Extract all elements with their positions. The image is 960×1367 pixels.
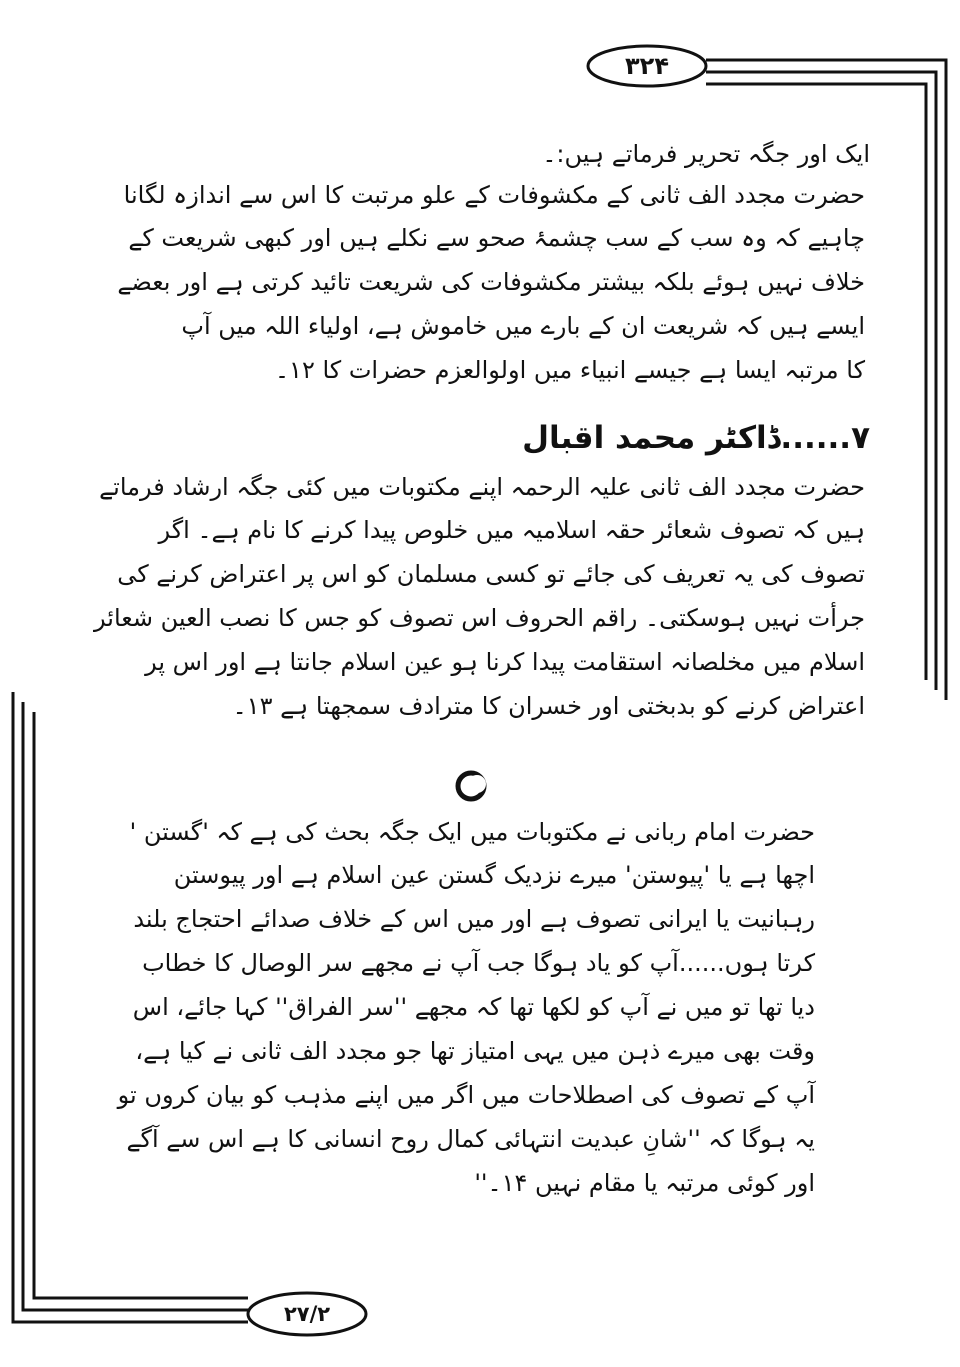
intro-line: ایک اور جگہ تحریر فرماتے ہیں:۔: [542, 140, 870, 168]
quote1-line-1: حضرت مجدد الف ثانی کے مکشوفات کے علو مرتبت کا اس سے اندازہ لگانا: [123, 181, 865, 209]
para2-line-3: تصوف کی یہ تعریف کی جائے تو کسی مسلمان کو اس پر اعتراض کرنے کی: [117, 560, 865, 588]
para3-line-6: وقت بھی میرے ذہن میں یہی امتیاز تھا جو مجدد الف ثانی نے کیا ہے،: [135, 1037, 815, 1065]
quote1-line-5: کا مرتبہ ایسا ہے جیسے انبیاء میں اولوالعزم حضرات کا ۱۲۔: [274, 356, 865, 384]
quote1-line-2: چاہیے کہ وہ سب کے سب چشمۂ صحو سے نکلے ہیں اور کبھی شریعت کے: [128, 224, 865, 252]
para2-line-2: ہیں کہ تصوف شعائر حقہ اسلامیہ میں خلوص پیدا کرنے کا نام ہے۔ اگر: [158, 516, 865, 544]
page-number-bottom: ۲۷/۲: [283, 1302, 331, 1326]
para3-line-9: اور کوئی مرتبہ یا مقام نہیں ۱۴۔'': [474, 1169, 815, 1197]
para3-line-8: یہ ہوگا کہ ''شانِ عبدیت انتہائی کمال روح انسانی کا ہے اس سے آگے: [126, 1125, 815, 1153]
para2-line-6: اعتراض کرنے کو بدبختی اور خسران کا مترادف سمجھتا ہے ۱۳۔: [232, 692, 865, 720]
quote1-line-3: خلاف نہیں ہوئے بلکہ بیشتر مکشوفات کی شریعت تائید کرتی ہے اور بعضے: [117, 268, 865, 296]
crescent-ornament-icon: [453, 768, 489, 804]
para3-line-3: رہبانیت یا ایرانی تصوف ہے اور میں اس کے خلاف صدائے احتجاج بلند: [133, 905, 815, 933]
para3-line-5: دیا تھا تو میں نے آپ کو لکھا تھا کہ مجھے ''سر الفراق'' کہا جائے، اس: [132, 993, 815, 1021]
para2-line-1: حضرت مجدد الف ثانی علیہ الرحمہ اپنے مکتوبات میں کئی جگہ ارشاد فرماتے: [99, 473, 865, 501]
para2-line-4: جرأت نہیں ہوسکتی۔ راقم الحروف اس تصوف کو جس کا نصب العین شعائر: [94, 604, 865, 632]
para3-line-7: آپ کے تصوف کی اصطلاحات میں اگر میں اپنے مذہب کو بیان کروں تو: [117, 1081, 815, 1109]
page-number-top: ۳۲۴: [625, 52, 669, 80]
para3-line-1: حضرت امام ربانی نے مکتوبات میں ایک جگہ بحث کی ہے کہ 'گستن ': [129, 818, 815, 846]
para2-line-5: اسلام میں مخلصانہ استقامت پیدا کرنا ہو عین اسلام جانتا ہے اور اس پر: [145, 648, 865, 676]
para3-line-4: کرتا ہوں......آپ کو یاد ہوگا جب آپ نے مجھے سر الوصال کا خطاب: [142, 949, 815, 977]
quote1-line-4: ایسے ہیں کہ شریعت ان کے بارے میں خاموش ہے، اولیاء اللہ میں آپ: [181, 312, 865, 340]
section-heading: ۷......ڈاکٹر محمد اقبال: [522, 420, 870, 456]
para3-line-2: اچھا ہے یا 'پیوستن' میرے نزدیک گستن عین اسلام ہے اور پیوستن: [173, 861, 815, 889]
